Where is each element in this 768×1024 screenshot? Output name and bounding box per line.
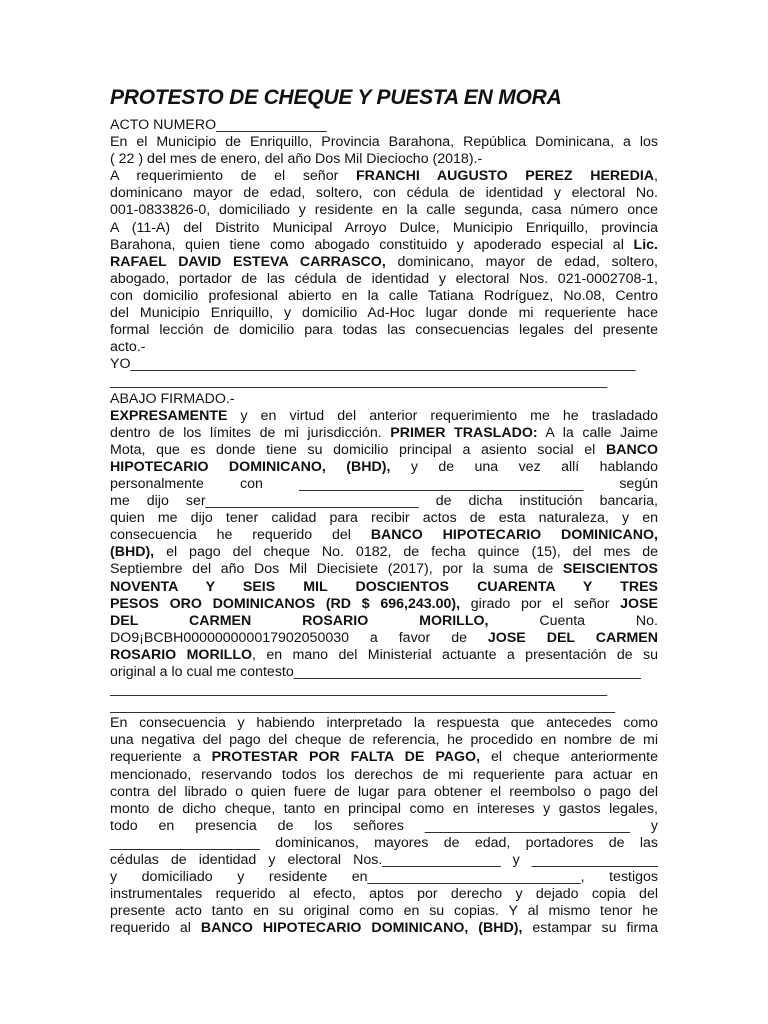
bold-text: NOVENTA Y SEIS MIL DOSCIENTOS CUARENTA Y TRES: [110, 578, 658, 595]
text-segment: quien me dijo tener calidad para recibir actos de esta naturaleza, y en: [110, 510, 658, 527]
text-line: [110, 202, 658, 219]
text-segment: A la calle Jaime: [537, 424, 658, 441]
text-segment: y en virtud del anterior requerimiento me he trasladado: [227, 407, 658, 424]
text-line: [110, 373, 658, 390]
bold-text: ROSARIO MORILLO: [110, 646, 253, 663]
bold-text: DEL CARMEN ROSARIO MORILLO,: [110, 612, 489, 629]
text-line: [110, 237, 658, 254]
text-line: [110, 852, 658, 869]
bold-text: RAFAEL DAVID ESTEVA CARRASCO,: [110, 253, 386, 270]
text-line: [110, 544, 658, 561]
text-segment: girado por el señor: [460, 595, 621, 612]
text-segment: una negativa del pago del cheque de referencia, he procedido en nombre de mi: [110, 732, 658, 749]
text-segment: dominicano, mayor de edad, soltero,: [385, 253, 658, 270]
text-line: [110, 767, 658, 784]
text-segment: instrumentales requerido al efecto, aptos por derecho y dejado copia del: [110, 886, 658, 903]
text-segment: dentro de los límites de mi jurisdicción.: [110, 424, 391, 441]
bold-text: BANCO: [605, 441, 658, 458]
text-line: [110, 168, 658, 185]
text-segment: formal lección de domicilio para todas las consecuencias legales del presente: [110, 322, 658, 339]
text-segment: , en mano del Ministerial actuante a presentación de su: [252, 646, 658, 663]
text-segment: En el Municipio de Enriquillo, Provincia Barahona, República Dominicana, a los: [110, 134, 658, 151]
bold-text: EXPRESAMENTE: [110, 407, 228, 424]
text-line: [110, 886, 658, 903]
bold-text: HIPOTECARIO DOMINICANO, (BHD),: [110, 458, 391, 475]
text-line: [110, 613, 658, 630]
text-segment: y domiciliado y residente en___________________________, testigos: [110, 869, 658, 886]
text-line: [110, 698, 658, 715]
bold-text: (BHD),: [110, 544, 155, 561]
text-line: [110, 288, 658, 305]
text-segment: _______________________________________________________________: [110, 373, 608, 390]
bold-text: FRANCHI AUGUSTO PEREZ HEREDIA: [355, 168, 655, 185]
text-segment: dominicano mayor de edad, soltero, con cédula de identidad y electoral No.: [110, 185, 658, 202]
text-line: [110, 271, 658, 288]
text-segment: _______________________________________________________________: [110, 681, 608, 698]
text-segment: y de una vez allí hablando: [390, 458, 658, 475]
bold-text: BANCO HIPOTECARIO DOMINICANO,: [370, 527, 658, 544]
text-line: [110, 442, 658, 459]
text-line: [110, 732, 658, 749]
text-segment: abogado, portador de las cédula de identidad y electoral Nos. 021-0002708-1,: [110, 270, 658, 287]
text-line: [110, 117, 658, 134]
bold-text: PROTESTAR POR FALTA DE PAGO,: [211, 749, 481, 766]
text-segment: personalmente con ____________________________________ según: [110, 475, 658, 492]
text-line: [110, 322, 658, 339]
bold-text: JOSE DEL CARMEN: [487, 629, 658, 646]
text-line: [110, 664, 658, 681]
text-segment: Barahona, quien tiene como abogado constituido y apoderado especial al: [110, 236, 634, 253]
bold-text: Lic.: [633, 236, 658, 253]
text-segment: Septiembre del año Dos Mil Diecisiete (2017), por la suma de: [110, 561, 563, 578]
text-line: [110, 630, 658, 647]
text-segment: el cheque anteriormente: [480, 749, 658, 766]
text-line: [110, 220, 658, 237]
text-segment: consecuencia he requerido del: [110, 527, 371, 544]
text-line: [110, 493, 658, 510]
text-line: [110, 459, 658, 476]
text-segment: el pago del cheque No. 0182, de fecha quince (15), del mes de: [154, 544, 658, 561]
bold-text: PRIMER TRASLADO:: [390, 424, 538, 441]
text-line: [110, 835, 658, 852]
text-segment: Cuenta No.: [488, 612, 658, 629]
text-line: [110, 903, 658, 920]
text-segment: acto.-: [110, 339, 146, 356]
text-line: [110, 305, 658, 322]
bold-text: BANCO HIPOTECARIO DOMINICANO, (BHD),: [200, 920, 523, 937]
text-segment: requerido al: [110, 920, 201, 937]
bold-text: JOSE: [620, 595, 658, 612]
text-line: [110, 818, 658, 835]
text-segment: todo en presencia de los señores __________________________ y: [110, 817, 658, 834]
text-line: [110, 476, 658, 493]
text-line: [110, 151, 658, 168]
text-segment: YO________________________________________________________________: [110, 356, 636, 373]
text-line: [110, 425, 658, 442]
text-segment: ________________________________________________________________: [110, 698, 615, 715]
text-segment: ,: [654, 168, 658, 185]
text-line: [110, 254, 658, 271]
text-segment: 001-0833826-0, domiciliado y residente en la calle segunda, casa número once: [110, 202, 658, 219]
text-segment: DO9¡BCBH000000000017902050030 a favor de: [110, 629, 488, 646]
text-segment: requeriente a: [110, 749, 212, 766]
text-segment: ABAJO FIRMADO.-: [110, 390, 235, 407]
text-line: [110, 715, 658, 732]
text-line: [110, 920, 658, 937]
text-segment: cédulas de identidad y electoral Nos._______________ y ________________: [110, 852, 658, 869]
text-segment: ACTO NUMERO______________: [110, 117, 327, 133]
text-line: [110, 510, 658, 527]
text-segment: A requerimiento de el señor: [110, 168, 356, 185]
text-segment: Mota, que es donde tiene su domicilio principal a asiento social el: [110, 441, 606, 458]
text-line: [110, 801, 658, 818]
text-line: [110, 681, 658, 698]
text-segment: contra del librado o quien fuere de lugar para obtener el reembolso o pago del: [110, 783, 658, 800]
text-line: [110, 527, 658, 544]
bold-text: PESOS ORO DOMINICANOS (RD $ 696,243.00),: [110, 595, 461, 612]
bold-text: SEISCIENTOS: [562, 561, 658, 578]
text-line: [110, 134, 658, 151]
document-body: [110, 117, 658, 938]
text-line: [110, 784, 658, 801]
text-line: [110, 408, 658, 425]
text-line: [110, 596, 658, 613]
text-line: [110, 185, 658, 202]
text-segment: ( 22 ) del mes de enero, del año Dos Mil Dieciocho (2018).-: [110, 151, 483, 168]
text-line: [110, 749, 658, 766]
text-segment: presente acto tanto en su original como en su copias. Y al mismo tenor he: [110, 903, 658, 920]
text-line: [110, 391, 658, 408]
text-segment: ___________________ dominicanos, mayores de edad, portadores de las: [110, 834, 658, 851]
text-line: [110, 579, 658, 596]
document-title: PROTESTO DE CHEQUE Y PUESTA EN MORA: [110, 86, 562, 109]
text-line: [110, 647, 658, 664]
text-segment: original a lo cual me contesto____________________________________________: [110, 664, 641, 680]
text-segment: estampar su firma: [522, 920, 658, 937]
text-segment: En consecuencia y habiendo interpretado la respuesta que antecedes como: [110, 715, 658, 732]
text-segment: monto de dicho cheque, tanto en principal como en intereses y gastos legales,: [110, 800, 658, 817]
text-line: [110, 561, 658, 578]
text-segment: A (11-A) del Distrito Municipal Arroyo Dulce, Municipio Enriquillo, provincia: [110, 219, 658, 236]
text-segment: del Municipio Enriquillo, y domicilio Ad-Hoc lugar donde mi requeriente hace: [110, 305, 658, 322]
text-segment: me dijo ser___________________________ de dicha institución bancaria,: [110, 493, 658, 510]
text-segment: mencionado, reservando todos los derechos de mi requeriente para actuar en: [110, 766, 658, 783]
text-line: [110, 339, 658, 356]
text-line: [110, 869, 658, 886]
text-segment: con domicilio profesional abierto en la calle Tatiana Rodríguez, No.08, Centro: [110, 287, 658, 304]
text-line: [110, 356, 658, 373]
